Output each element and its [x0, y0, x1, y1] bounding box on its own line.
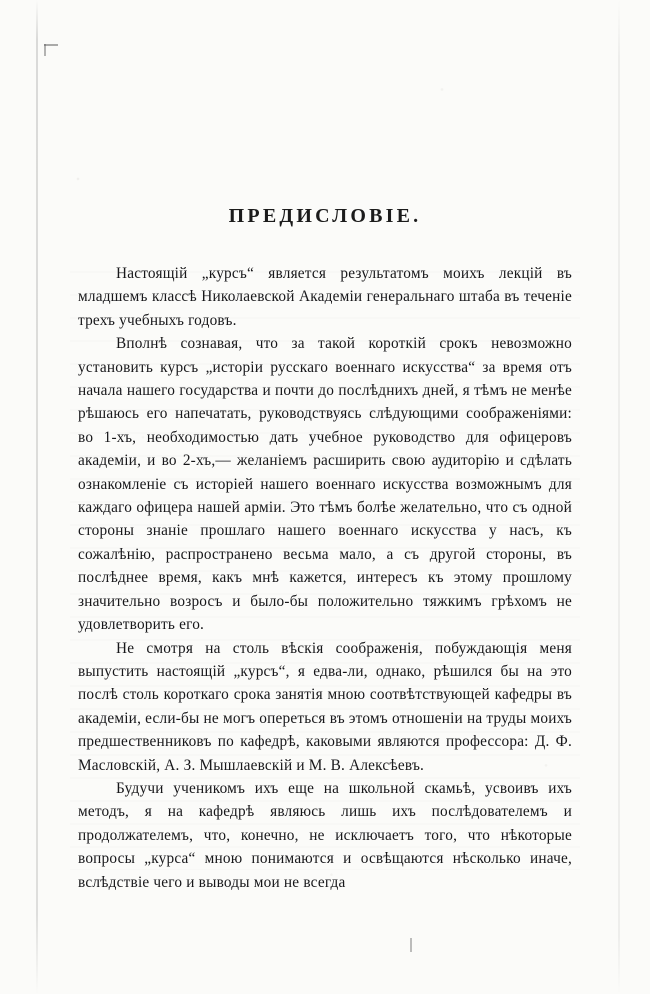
paragraph: Будучи ученикомъ ихъ еще на школьной скамьѣ, усвоивъ ихъ методъ, я на кафедрѣ являюсь лишь ихъ послѣдователемъ и продолжателемъ, что, конечно, не исключаетъ того, что нѣкоторые вопросы „курса“ мною понимаются и освѣщаются нѣсколько иначе, вслѣдствіе чего и выводы мои не всегда	[78, 779, 572, 891]
page-title: ПРЕДИСЛОВІЕ.	[228, 205, 422, 227]
scan-corner-mark	[44, 44, 58, 46]
paragraph: Вполнѣ сознавая, что за такой короткій срокъ невозможно установить курсъ „исторіи русскаго военнаго искусства“ за время отъ начала нашего государства и почти до послѣднихъ дней, я тѣмъ не менѣе рѣшаюсь его напечатать, руководствуясь слѣдующими соображеніями: во 1-хъ, необходимостью дать учебное руководство для офицеровъ академіи, и во 2-хъ,— желаніемъ расширить свою аудиторію и сдѣлать ознакомленіе съ исторіей нашего военнаго искусства возможнымъ для каждаго офицера нашей арміи. Это тѣмъ болѣе желательно, что съ одной стороны знаніе прошлаго нашего военнаго искусства у насъ, къ сожалѣнію, распространено весьма мало, а съ другой стороны, въ послѣднее время, какъ мнѣ кажется, интересъ къ этому прошлому значительно возросъ и было-бы положительно тяжкимъ грѣхомъ не удовлетворить его.	[78, 335, 572, 634]
scan-bottom-mark	[410, 938, 412, 952]
scan-corner-mark-vertical	[44, 44, 46, 56]
page-left-edge	[36, 0, 38, 994]
page-content	[78, 205, 572, 894]
paragraph: Настоящій „курсъ“ является результатомъ моихъ лекцій въ младшемъ классѣ Николаевской Академіи генеральнаго штаба въ теченіе трехъ учебныхъ годовъ.	[78, 265, 572, 329]
paragraph: Не смотря на столь вѣскія соображенія, побуждающія меня выпустить настоящій „курсъ“, я едва-ли, однако, рѣшился бы на это послѣ столь короткаго срока занятія мною соотвѣтствующей кафедры въ академіи, если-бы не могъ опереться въ этомъ отношеніи на труды моихъ предшественниковъ по кафедрѣ, каковыми являются профессора: Д. Ф. Масловскій, А. З. Мышлаевскій и М. В. Алексѣевъ.	[78, 639, 572, 774]
page-right-edge	[618, 0, 620, 994]
